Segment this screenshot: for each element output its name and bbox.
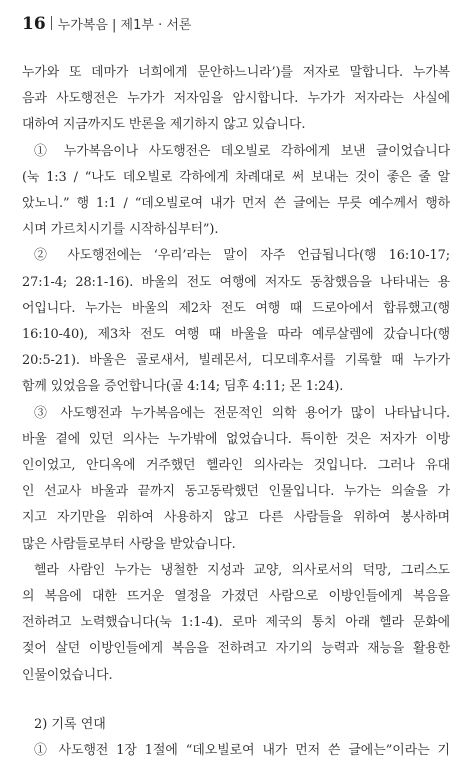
text-line: 음과 사도행전은 누가가 저자임을 암시합니다. 누가가 저자라는 사실에 [22, 91, 450, 107]
text-line: ③ 사도행전과 누가복음에는 전문적인 의학 용어가 많이 나타납니다. [34, 405, 450, 421]
text-line: 헬라 사람인 누가는 냉철한 지성과 교양, 의사로서의 덕망, 그리스도 [34, 562, 450, 578]
text-line: 았노니.” 행 1:1 / “데오빌로여 내가 먼저 쓴 글에는 무릇 예수께서 행하 [22, 196, 450, 212]
paragraph-luke-profile [22, 558, 450, 689]
page-header [22, 14, 191, 36]
text-line: 어입니다. 누가는 바울의 제2차 전도 여행 때 드로아에서 합류했고(행 [22, 300, 450, 316]
text-line: 젖어 살던 이방인들에게 복음을 전하려고 자기의 능력과 재능을 활용한 [22, 641, 450, 657]
text-line: 대하여 지금까지도 반론을 제기하지 않고 있습니다. [22, 117, 306, 133]
text-line: 27:1-4; 28:1-16). 바울의 전도 여행에 저자도 동참했음을 나타내는 용 [22, 274, 450, 290]
text-line: 인이었고, 안디옥에 거주했던 헬라인 의사라는 것입니다. 그러나 유대 [22, 458, 450, 474]
text-line: 바울 곁에 있던 의사는 누가밖에 없었습니다. 특이한 것은 저자가 이방 [22, 431, 450, 447]
section-first-line: ① 사도행전 1장 1절에 “데오빌로여 내가 먼저 쓴 글에는”이라는 기 [34, 743, 450, 758]
text-line: 의 복음에 대한 뜨거운 열정을 가졌던 사람으로 이방인들에게 복음을 [22, 589, 450, 605]
paragraph-authorship-intro [22, 60, 450, 139]
paragraph-point-1 [22, 139, 450, 244]
header-divider [51, 16, 52, 30]
paragraph-point-3 [22, 401, 450, 558]
text-line: 인물이었습니다. [22, 667, 113, 683]
text-line: (눅 1:3 / “나도 데오빌로 각하에게 차례대로 써 보내는 것이 좋은 줄 알 [22, 169, 450, 185]
text-line: ② 사도행전에는 ‘우리’라는 말이 자주 언급됩니다(행 16:10-17; [34, 248, 450, 264]
text-line: ① 누가복음이나 사도행전은 데오빌로 각하에게 보낸 글이었습니다 [34, 143, 450, 159]
text-line: 인 선교사 바울과 끝까지 동고동락했던 인물입니다. 누가는 의술을 가 [22, 484, 450, 500]
text-line: 16:10-40), 제3차 전도 여행 때 바울을 따라 예루살렘에 갔습니다(행 [22, 327, 450, 343]
text-line: 함께 있었음을 증언합니다(골 4:14; 딤후 4:11; 몬 1:24). [22, 379, 344, 395]
body-text [22, 60, 450, 689]
running-title: 누가복음 | 제1부 · 서론 [57, 18, 192, 33]
text-line: 지고 자기만을 위하여 사용하지 않고 다른 사람들을 위하여 봉사하며 [22, 510, 450, 526]
text-line: 누가와 또 데마가 너희에게 문안하느니라’)를 저자로 말합니다. 누가복 [22, 65, 450, 80]
paragraph-point-2 [22, 243, 450, 400]
section-heading: 2) 기록 연대 [34, 717, 106, 732]
text-line: 시며 가르치시기를 시작하심부터”). [22, 222, 219, 238]
text-line: 많은 사람들로부터 사랑을 받았습니다. [22, 536, 236, 552]
page-number: 16 [22, 14, 46, 34]
text-line: 20:5-21). 바울은 골로새서, 빌레몬서, 디모데후서를 기록할 때 누가가 [22, 353, 450, 369]
text-line: 전하려고 노력했습니다(눅 1:1-4). 로마 제국의 통치 아래 헬라 문화에 [22, 615, 450, 631]
